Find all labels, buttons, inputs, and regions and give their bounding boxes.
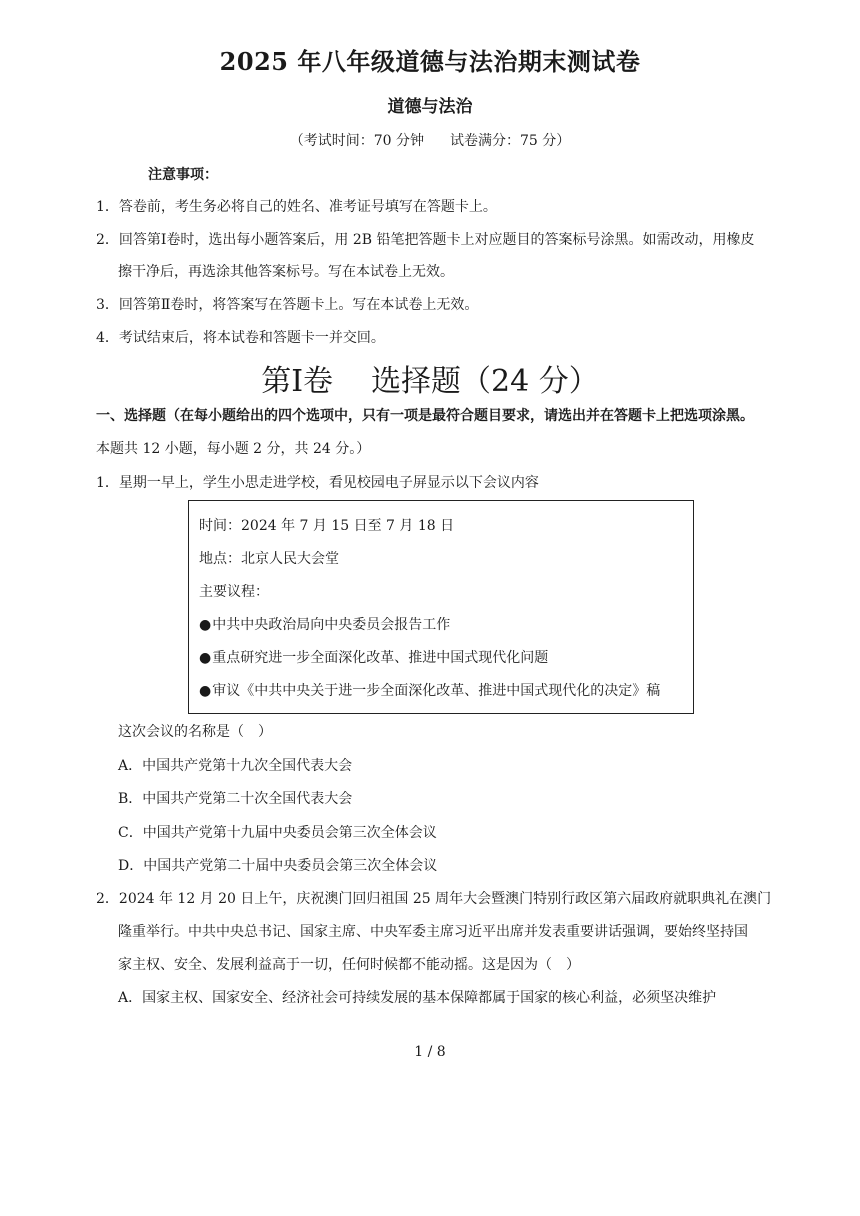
notice-item-1: 1．答卷前，考生务必将自己的姓名、准考证号填写在答题卡上。 (96, 199, 497, 215)
meeting-agenda-label: 主要议程： (199, 584, 269, 600)
meeting-place: 地点：北京人民大会堂 (199, 551, 339, 567)
section-title (0, 356, 860, 400)
question-1-prompt: 这次会议的名称是（ ） (118, 724, 272, 740)
notice-item-2-continued: 擦干净后，再选涂其他答案标号。写在本试卷上无效。 (118, 264, 454, 280)
question-2-stem-line-3: 家主权、安全、发展利益高于一切，任何时候都不能动摇。这是因为（ ） (118, 957, 580, 973)
notice-heading: 注意事项： (148, 167, 218, 183)
agenda-item-1 (199, 614, 450, 634)
question-1-option-d: D．中国共产党第二十届中央委员会第三次全体会议 (118, 858, 438, 874)
agenda-item-text: 重点研究进一步全面深化改革、推进中国式现代化问题 (212, 650, 549, 666)
exam-time: （考试时间：70 分钟 (289, 133, 424, 149)
bullet-icon: ● (199, 650, 212, 666)
agenda-item-text: 审议《中共中央关于进一步全面深化改革、推进中国式现代化的决定》稿 (212, 683, 661, 699)
question-2-stem-line-2: 隆重举行。中共中央总书记、国家主席、中央军委主席习近平出席并发表重要讲话强调，要始终坚持国 (118, 924, 748, 940)
page-number: 1 / 8 (414, 1044, 446, 1060)
bullet-icon: ● (199, 617, 212, 633)
question-2-stem-line-1: 2．2024 年 12 月 20 日上午，庆祝澳门回归祖国 25 周年大会暨澳门特别行政区第六届政府就职典礼在澳门 (96, 891, 772, 907)
section-instruction-line-1: 一、选择题（在每小题给出的四个选项中，只有一项是最符合题目要求，请选出并在答题卡上把选项涂黑。 (96, 408, 754, 424)
question-1-option-b: B．中国共产党第二十次全国代表大会 (118, 791, 353, 807)
meeting-time: 时间：2024 年 7 月 15 日至 7 月 18 日 (199, 518, 455, 534)
exam-full-score: 试卷满分：75 分） (450, 133, 571, 149)
section-instruction-line-2: 本题共 12 小题，每小题 2 分，共 24 分。） (96, 441, 371, 457)
notice-item-4: 4．考试结束后，将本试卷和答题卡一并交回。 (96, 330, 385, 346)
bullet-icon: ● (199, 683, 212, 699)
notice-item-2: 2．回答第Ⅰ卷时，选出每小题答案后，用 2B 铅笔把答题卡上对应题目的答案标号涂黑。如需改动，用橡皮 (96, 232, 755, 248)
agenda-item-3 (199, 680, 660, 700)
question-1-option-c: C．中国共产党第十九届中央委员会第三次全体会议 (118, 825, 437, 841)
question-1-option-a: A．中国共产党第十九次全国代表大会 (118, 758, 353, 774)
agenda-item-text: 中共中央政治局向中央委员会报告工作 (212, 617, 451, 633)
exam-title: 2025 年八年级道德与法治期末测试卷 (219, 47, 641, 76)
exam-info (0, 130, 860, 150)
notice-item-3: 3．回答第Ⅱ卷时，将答案写在答题卡上。写在本试卷上无效。 (96, 297, 479, 313)
agenda-item-2 (199, 647, 548, 667)
section-name: 选择题（24 分） (371, 364, 599, 399)
subject-title: 道德与法治 (387, 97, 473, 117)
question-1-stem: 1．星期一早上，学生小思走进学校，看见校园电子屏显示以下会议内容 (96, 475, 539, 491)
meeting-info-box (188, 500, 694, 714)
question-2-option-a: A．国家主权、国家安全、经济社会可持续发展的基本保障都属于国家的核心利益，必须坚决维护 (118, 990, 717, 1006)
section-part: 第Ⅰ卷 (261, 364, 334, 399)
